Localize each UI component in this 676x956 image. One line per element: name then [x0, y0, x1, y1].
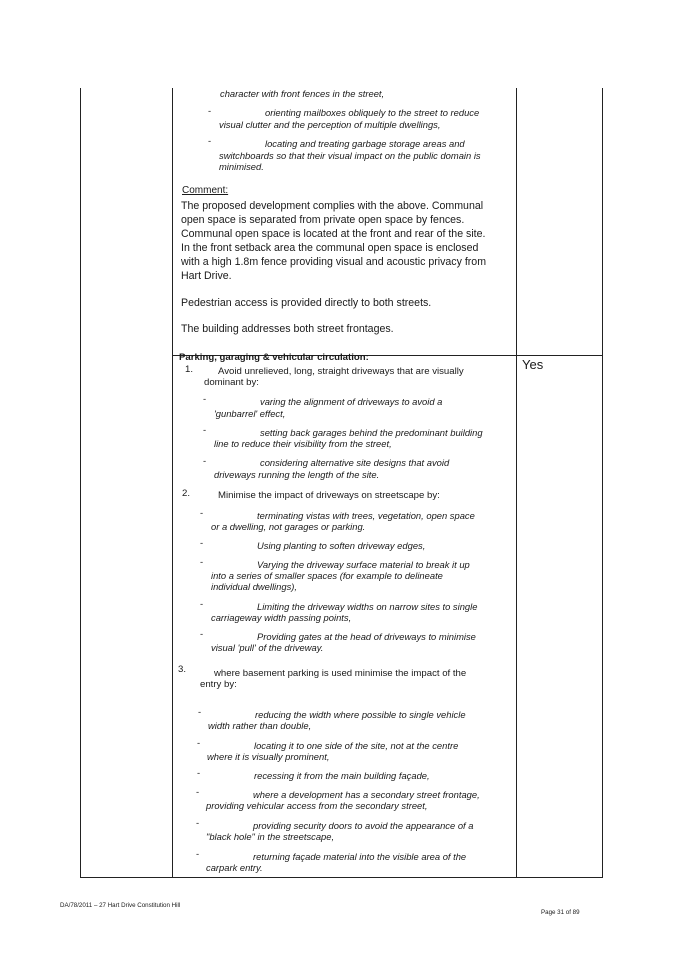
bullet-line: where a development has a secondary street frontage, [253, 789, 480, 800]
comment-line: In the front setback area the communal open space is enclosed [181, 242, 479, 254]
bullet-line: visual 'pull' of the driveway. [211, 642, 324, 653]
bullet-line: locating it to one side of the site, not at the centre [254, 740, 459, 751]
item-number: 3. [178, 664, 187, 675]
item-line: Avoid unrelieved, long, straight driveways that are visually [218, 366, 464, 377]
bullet-line: recessing it from the main building façade, [254, 770, 430, 781]
bullet-line: where it is visually prominent, [207, 751, 330, 762]
bullet-line: carpark entry. [206, 862, 263, 873]
bullet-line: Using planting to soften driveway edges, [257, 540, 426, 551]
bullet-line: carriageway width passing points, [211, 612, 352, 623]
section-heading: Parking, garaging & vehicular circulation: [179, 352, 369, 363]
item-line: dominant by: [204, 377, 259, 388]
bullet-line: visual clutter and the perception of multiple dwellings, [219, 119, 441, 130]
bullet-line: setting back garages behind the predominant building [260, 427, 483, 438]
bullet-dash: - [200, 556, 204, 567]
bullet-line: individual dwellings), [211, 581, 297, 592]
comment-label: Comment: [182, 185, 229, 196]
bullet-dash: - [196, 786, 200, 797]
table-divider-left [172, 88, 173, 878]
item-line: where basement parking is used minimise the impact of the [214, 668, 467, 679]
compliance-status: Yes [522, 357, 544, 372]
pedestrian-access-text: Pedestrian access is provided directly to both streets. [181, 297, 432, 309]
bullet-line: providing vehicular access from the secondary street, [206, 800, 428, 811]
bullet-line: varing the alignment of driveways to avoid a [260, 396, 443, 407]
comment-line: open space is separated from private open space by fences. [181, 214, 465, 226]
bullet-dash: - [200, 598, 204, 609]
table-border-bottom [80, 877, 603, 878]
item-number: 2. [182, 488, 191, 499]
bullet-line: minimised. [219, 161, 264, 172]
bullet-line: or a dwelling, not garages or parking. [211, 521, 366, 532]
bullet-dash: - [200, 628, 204, 639]
table-border-left [80, 88, 81, 878]
item-number: 1. [185, 364, 194, 375]
bullet-line: driveways running the length of the site. [214, 469, 380, 480]
bullet-line: Limiting the driveway widths on narrow sites to single [257, 601, 478, 612]
bullet-line: providing security doors to avoid the appearance of a [253, 820, 474, 831]
bullet-dash: - [203, 393, 207, 404]
bullet-line: reducing the width where possible to single vehicle [255, 709, 466, 720]
bullet-dash: - [203, 424, 207, 435]
comment-line: with a high 1.8m fence providing visual and acoustic privacy from [181, 256, 487, 268]
table-border-right [602, 88, 603, 878]
bullet-dash: - [196, 848, 200, 859]
page-number: Page 31 of 89 [541, 909, 580, 916]
bullet-line: width rather than double, [208, 720, 312, 731]
table-divider-right [516, 88, 517, 878]
footer-reference: DA/78/2011 – 27 Hart Drive Constitution Hill [60, 902, 181, 909]
bullet-dash: - [208, 105, 212, 116]
bullet-line: character with front fences in the street, [220, 88, 385, 99]
bullet-dash: - [197, 767, 201, 778]
item-line: Minimise the impact of driveways on streetscape by: [218, 490, 440, 501]
bullet-line: considering alternative site designs that avoid [260, 457, 450, 468]
bullet-dash: - [196, 817, 200, 828]
bullet-line: orienting mailboxes obliquely to the street to reduce [265, 107, 480, 118]
bullet-line: into a series of smaller spaces (for example to delineate [211, 570, 443, 581]
bullet-line: Providing gates at the head of driveways to minimise [257, 631, 476, 642]
comment-line: Hart Drive. [181, 270, 232, 282]
bullet-line: returning façade material into the visible area of the [253, 851, 467, 862]
bullet-dash: - [198, 706, 202, 717]
bullet-dash: - [200, 537, 204, 548]
comment-line: Communal open space is located at the front and rear of the site. [181, 228, 486, 240]
item-line: entry by: [200, 679, 237, 690]
bullet-dash: - [200, 507, 204, 518]
bullet-line: switchboards so that their visual impact on the public domain is [219, 150, 481, 161]
bullet-line: Varying the driveway surface material to break it up [257, 559, 470, 570]
bullet-line: 'gunbarrel' effect, [214, 408, 286, 419]
bullet-line: locating and treating garbage storage areas and [265, 138, 465, 149]
bullet-line: line to reduce their visibility from the street, [214, 438, 392, 449]
bullet-dash: - [208, 135, 212, 146]
bullet-line: "black hole" in the streetscape, [206, 831, 335, 842]
bullet-line: terminating vistas with trees, vegetation, open space [257, 510, 475, 521]
street-frontages-text: The building addresses both street frontages. [181, 323, 394, 335]
bullet-dash: - [197, 737, 201, 748]
bullet-dash: - [203, 455, 207, 466]
comment-line: The proposed development complies with the above. Communal [181, 200, 484, 212]
